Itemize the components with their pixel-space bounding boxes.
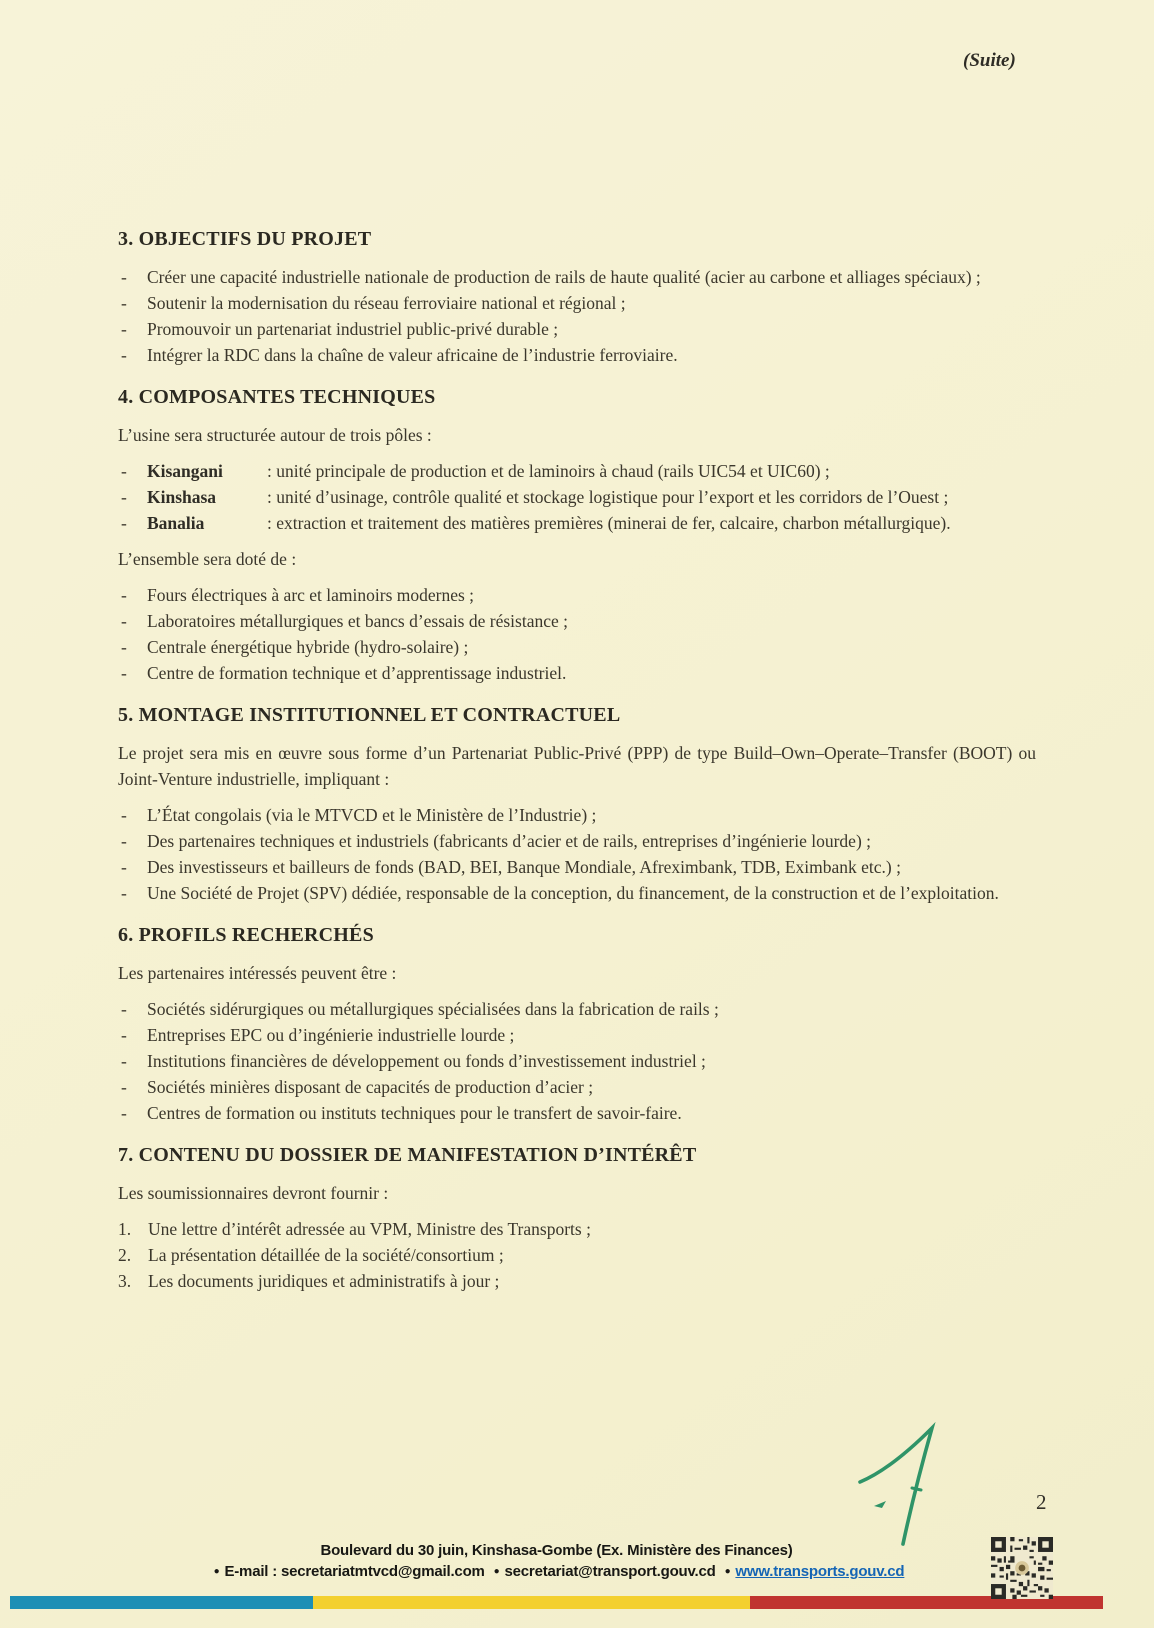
- list-item: [118, 484, 1036, 510]
- bullet-dash: -: [121, 1051, 127, 1071]
- bullet-text: Intégrer la RDC dans la chaîne de valeur africaine de l’industrie ferroviaire.: [147, 345, 678, 365]
- bullet-dash: -: [121, 857, 127, 877]
- list-item: [118, 1022, 1036, 1048]
- bullet-dash: -: [121, 805, 127, 825]
- bullet-dash: -: [121, 513, 127, 533]
- list-item: [118, 1268, 1036, 1294]
- bullet-text: Des investisseurs et bailleurs de fonds (BAD, BEI, Banque Mondiale, Afreximbank, TDB, Eximbank etc.) ;: [147, 857, 901, 877]
- list-item: [118, 854, 1036, 880]
- bullet-text: Soutenir la modernisation du réseau ferroviaire national et régional ;: [147, 293, 626, 313]
- list-item: [118, 802, 1036, 828]
- handwritten-initial-mark: [852, 1418, 972, 1553]
- bullet-text: Centrale énergétique hybride (hydro-solaire) ;: [147, 637, 469, 657]
- bullet-dash: -: [121, 611, 127, 631]
- bullet-dash: -: [121, 1025, 127, 1045]
- pole-desc: : unité principale de production et de laminoirs à chaud (rails UIC54 et UIC60) ;: [267, 461, 830, 481]
- pole-list: [118, 458, 1036, 536]
- bullet-text: Une Société de Projet (SPV) dédiée, responsable de la conception, du financement, de la construction et de l’exploitation.: [147, 883, 999, 903]
- pole-desc: : unité d’usinage, contrôle qualité et stockage logistique pour l’export et les corridors de l’Ouest ;: [267, 487, 949, 507]
- paragraph: Les soumissionnaires devront fournir :: [118, 1183, 389, 1203]
- section-heading: 3. OBJECTIFS DU PROJET: [118, 228, 372, 250]
- bullet-text: Créer une capacité industrielle nationale de production de rails de haute qualité (acier au carbone et alliages spéciaux) ;: [147, 267, 981, 287]
- bar-segment-yellow: [313, 1596, 750, 1609]
- bullet-list: [118, 264, 1036, 368]
- section-heading: 6. PROFILS RECHERCHÉS: [118, 924, 374, 946]
- bullet-dash: -: [121, 999, 127, 1019]
- footer-email-secondary: secretariat@transport.gouv.cd: [504, 1563, 716, 1580]
- list-item: [118, 634, 1036, 660]
- paragraph: L’usine sera structurée autour de trois pôles :: [118, 425, 432, 445]
- list-item: [118, 458, 1036, 484]
- website-link[interactable]: www.transports.gouv.cd: [735, 1563, 905, 1580]
- list-item: [118, 264, 1036, 290]
- list-item: [118, 1074, 1036, 1100]
- list-item: [118, 880, 1036, 906]
- item-number: 2.: [118, 1245, 132, 1265]
- item-text: La présentation détaillée de la société/consortium ;: [148, 1245, 504, 1265]
- section-composantes: [118, 384, 1036, 686]
- section-montage: [118, 702, 1036, 906]
- bullet-dash: -: [121, 831, 127, 851]
- bullet-dash: -: [121, 267, 127, 287]
- footer: [10, 1540, 1103, 1582]
- list-item: [118, 582, 1036, 608]
- bullet-text: L’État congolais (via le MTVCD et le Ministère de l’Industrie) ;: [147, 805, 597, 825]
- pole-name: Kinshasa: [147, 487, 217, 507]
- bullet-dash: -: [121, 1103, 127, 1123]
- bullet-dash: -: [121, 345, 127, 365]
- bullet-dash: -: [121, 585, 127, 605]
- bullet-text: Centre de formation technique et d’apprentissage industriel.: [147, 663, 567, 683]
- list-item: [118, 290, 1036, 316]
- item-number: 3.: [118, 1271, 132, 1291]
- pole-desc: : extraction et traitement des matières premières (minerai de fer, calcaire, charbon métallurgique).: [267, 513, 951, 533]
- bullet-text: Centres de formation ou instituts techniques pour le transfert de savoir-faire.: [147, 1103, 682, 1123]
- bullet-text: Entreprises EPC ou d’ingénierie industrielle lourde ;: [147, 1025, 515, 1045]
- document-body: [118, 226, 1036, 1294]
- item-number: 1.: [118, 1219, 132, 1239]
- paragraph: Les partenaires intéressés peuvent être :: [118, 963, 397, 983]
- list-item: [118, 828, 1036, 854]
- separator-dot: ●: [493, 1566, 500, 1577]
- item-text: Les documents juridiques et administratifs à jour ;: [148, 1271, 500, 1291]
- bullet-text: Fours électriques à arc et laminoirs modernes ;: [147, 585, 475, 605]
- bullet-dash: -: [121, 319, 127, 339]
- list-item: [118, 1242, 1036, 1268]
- paragraph: Le projet sera mis en œuvre sous forme d’un Partenariat Public-Privé (PPP) de type Build–Own–Operate–Transfer (BOOT) ou Joint-Venture industrielle, impliquant :: [118, 743, 1036, 789]
- footer-contacts: [10, 1561, 1103, 1582]
- bullet-text: Sociétés minières disposant de capacités de production d’acier ;: [147, 1077, 594, 1097]
- bullet-dash: -: [121, 663, 127, 683]
- bullet-dash: -: [121, 293, 127, 313]
- bullet-list: [118, 582, 1036, 686]
- list-item: [118, 316, 1036, 342]
- footer-email-primary: E-mail : secretariatmtvcd@gmail.com: [224, 1563, 485, 1580]
- footer-address: Boulevard du 30 juin, Kinshasa-Gombe (Ex. Ministère des Finances): [320, 1542, 793, 1559]
- bullet-dash: -: [121, 1077, 127, 1097]
- list-item: [118, 996, 1036, 1022]
- list-item: [118, 1048, 1036, 1074]
- section-heading: 5. MONTAGE INSTITUTIONNEL ET CONTRACTUEL: [118, 704, 621, 726]
- bullet-text: Institutions financières de développement ou fonds d’investissement industriel ;: [147, 1051, 706, 1071]
- numbered-list: [118, 1216, 1036, 1294]
- bar-segment-blue: [10, 1596, 313, 1609]
- separator-dot: ●: [724, 1566, 731, 1577]
- list-item: [118, 510, 1036, 536]
- qr-code: [991, 1536, 1053, 1600]
- list-item: [118, 660, 1036, 686]
- bullet-dash: -: [121, 637, 127, 657]
- bullet-list: [118, 802, 1036, 906]
- section-heading: 4. COMPOSANTES TECHNIQUES: [118, 386, 436, 408]
- bullet-dash: -: [121, 461, 127, 481]
- list-item: [118, 1100, 1036, 1126]
- section-profils: [118, 922, 1036, 1126]
- bullet-text: Sociétés sidérurgiques ou métallurgiques spécialisées dans la fabrication de rails ;: [147, 999, 719, 1019]
- list-item: [118, 1216, 1036, 1242]
- list-item: [118, 342, 1036, 368]
- pole-name: Kisangani: [147, 461, 223, 481]
- list-item: [118, 608, 1036, 634]
- bullet-dash: -: [121, 487, 127, 507]
- bullet-list: [118, 996, 1036, 1126]
- section-contenu-dossier: [118, 1142, 1036, 1294]
- bullet-text: Promouvoir un partenariat industriel public-privé durable ;: [147, 319, 559, 339]
- pole-name: Banalia: [147, 513, 205, 533]
- bullet-text: Laboratoires métallurgiques et bancs d’essais de résistance ;: [147, 611, 568, 631]
- section-heading: 7. CONTENU DU DOSSIER DE MANIFESTATION D’INTÉRÊT: [118, 1144, 697, 1166]
- page-number: 2: [1036, 1490, 1047, 1514]
- flag-color-bar: [10, 1596, 1103, 1609]
- bullet-dash: -: [121, 883, 127, 903]
- separator-dot: ●: [213, 1566, 220, 1577]
- section-objectifs: [118, 226, 1036, 368]
- item-text: Une lettre d’intérêt adressée au VPM, Ministre des Transports ;: [148, 1219, 591, 1239]
- paragraph: L’ensemble sera doté de :: [118, 549, 297, 569]
- bullet-text: Des partenaires techniques et industriels (fabricants d’acier et de rails, entreprises d’ingénierie lourde) ;: [147, 831, 872, 851]
- suite-label: (Suite): [963, 50, 1016, 71]
